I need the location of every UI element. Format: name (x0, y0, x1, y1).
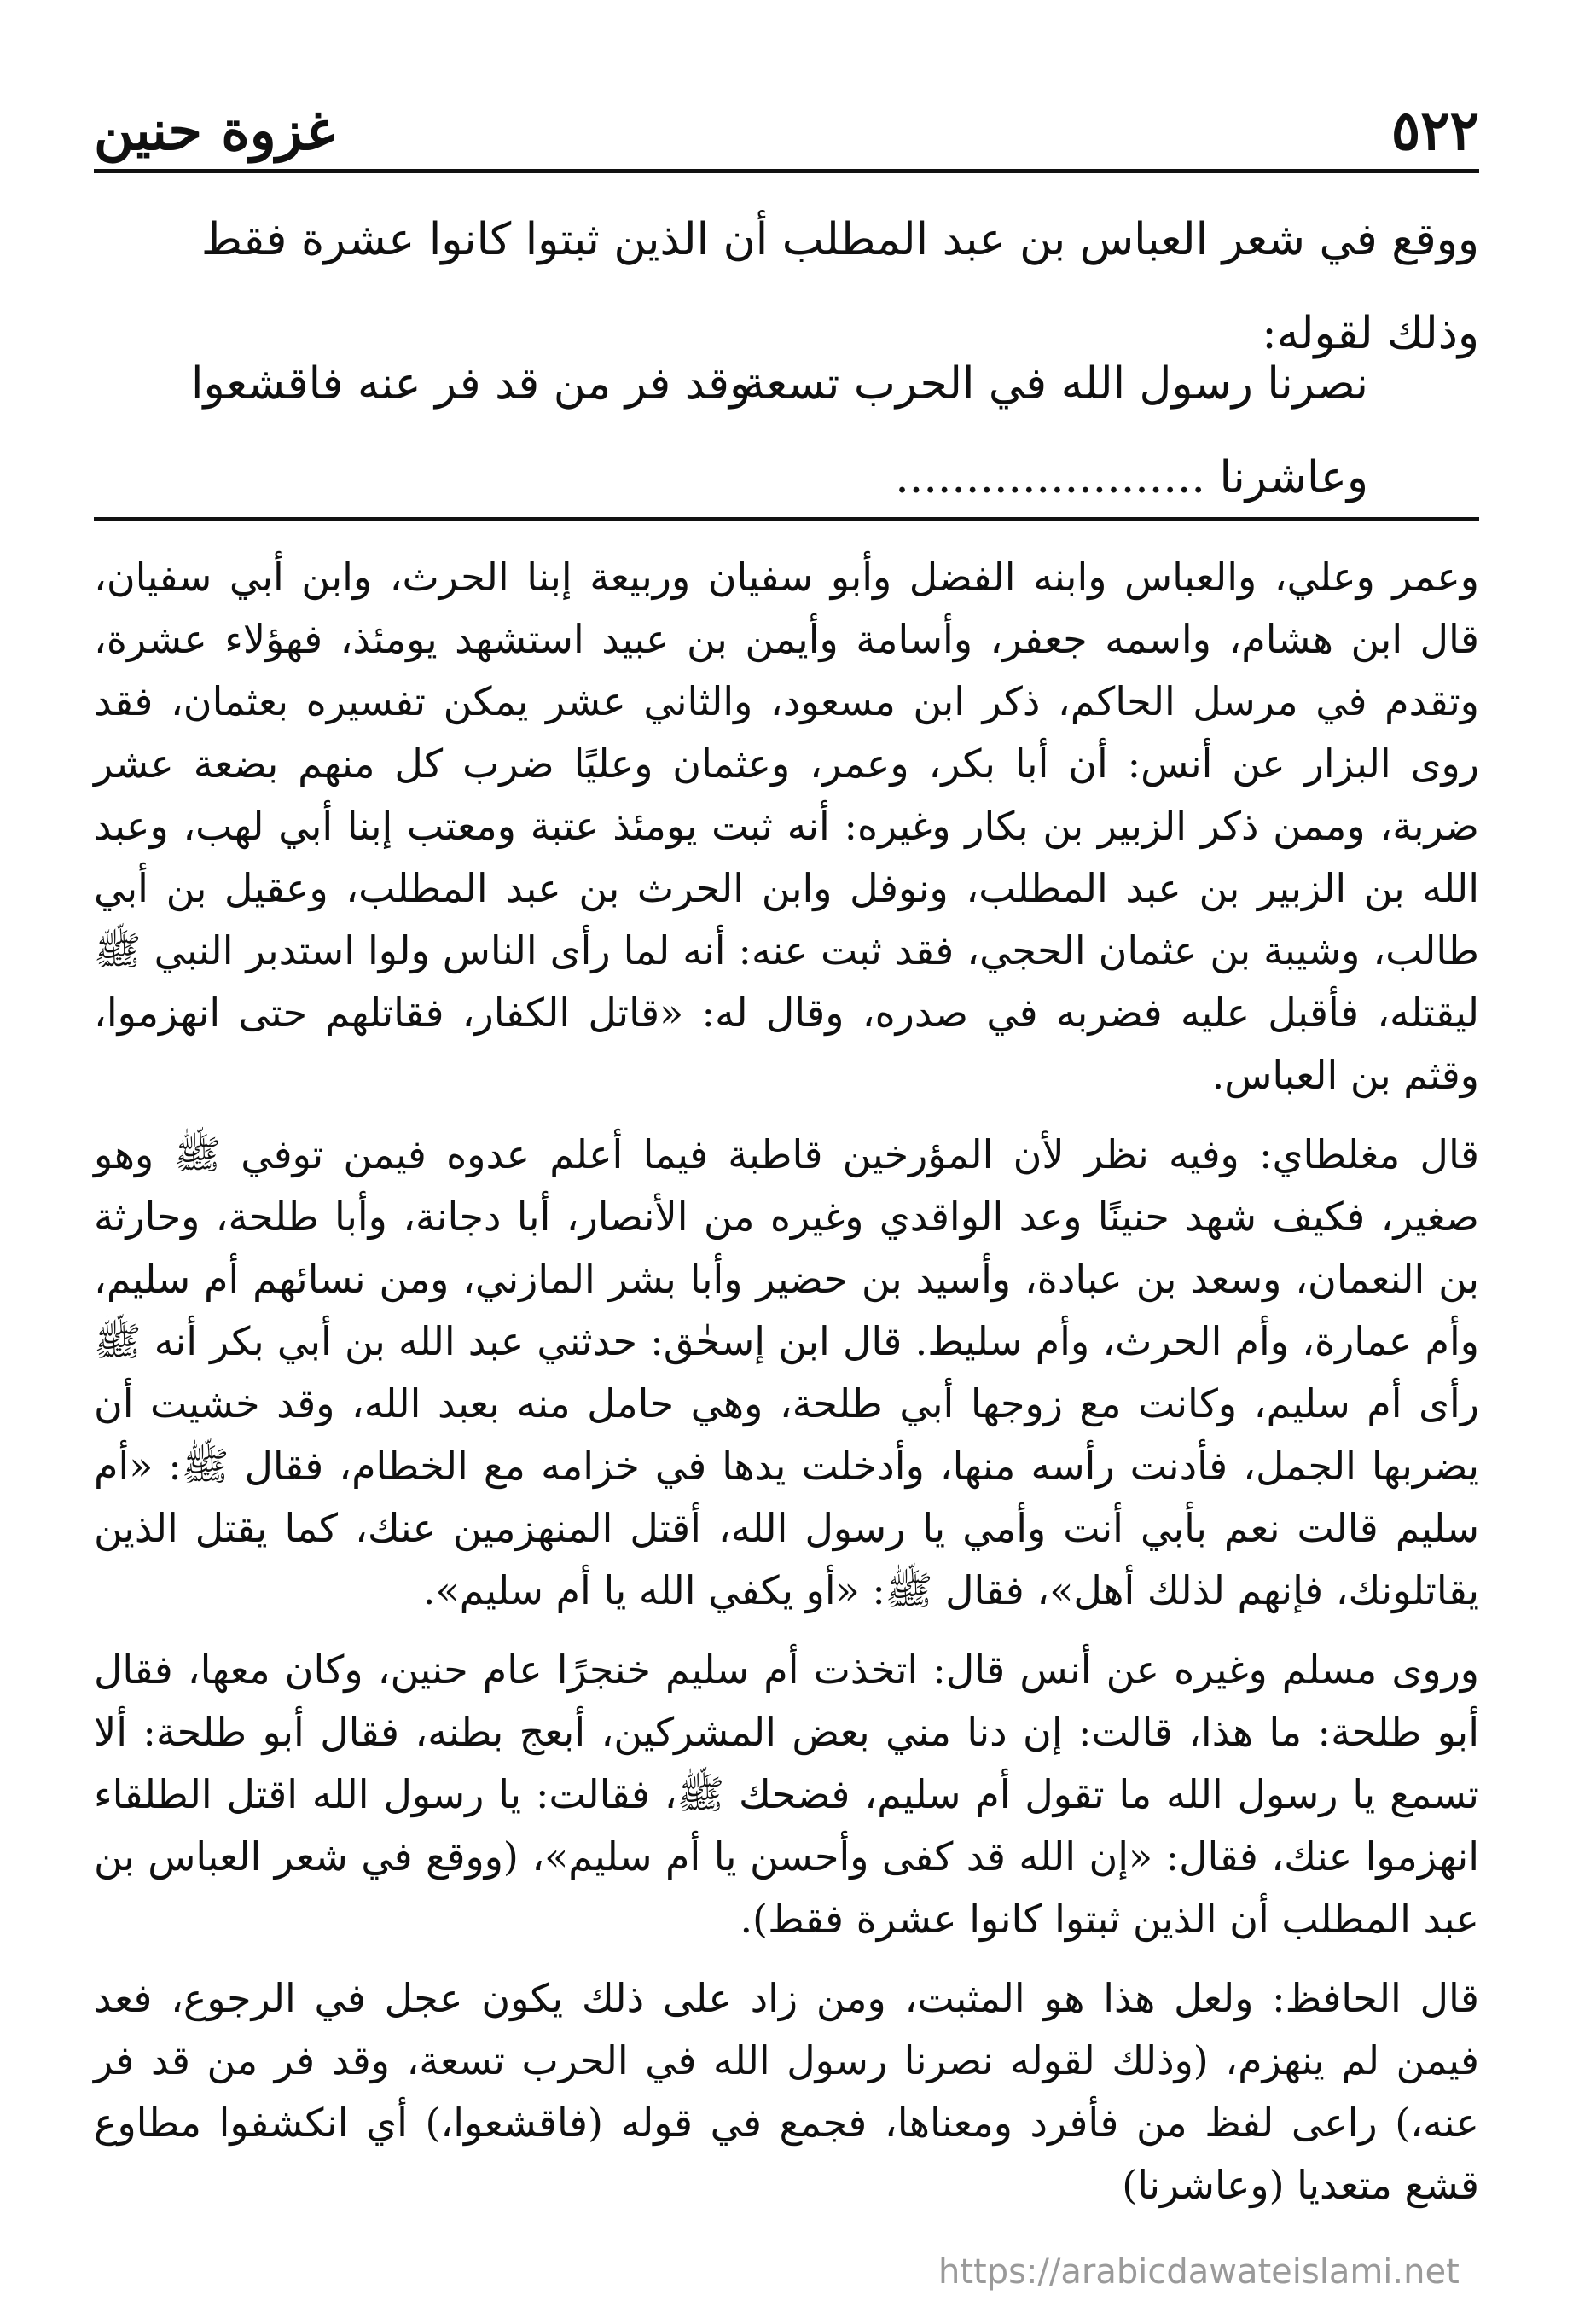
poem-line-2: وعاشرنا ...................... (895, 452, 1368, 503)
section-rule (94, 517, 1479, 521)
quote-line-2: وذلك لقوله: (1262, 308, 1479, 359)
matn-quote (94, 193, 1479, 381)
page-number: ٥٢٢ (1390, 99, 1479, 163)
paragraph: قال الحافظ: ولعل هذا هو المثبت، ومن زاد على ذلك يكون عجل في الرجوع، فعد فيمن لم ينهزم، (وذلك لقوله نصرنا رسول الله في الحرب تسعة، وقد فر من قد فر عنه،) راعى لفظ من فأفرد ومعناها، فجمع في قوله (فاقشعوا،) أي انكشفوا مطاوع قشع متعديا (وعاشرنا) (94, 1975, 1479, 2208)
poem-line-1 (191, 358, 1368, 435)
paragraph: وروى مسلم وغيره عن أنس قال: اتخذت أم سليم خنجرًا عام حنين، وكان معها، فقال أبو طلحة: ما هذا، قالت: إن دنا مني بعض المشركين، أبعج بطنه، فقال أبو طلحة: ألا تسمع يا رسول الله ما تقول أم سليم، فضحك ﷺ، فقالت: يا رسول الله اقتل الطلقاء انهزموا عنك، فقال: «إن الله قد كفى وأحسن يا أم سليم»، (ووقع في شعر العباس بن عبد المطلب أن الذين ثبتوا كانوا عشرة فقط). (94, 1647, 1479, 1942)
chapter-title: غزوة حنين (94, 99, 335, 163)
paragraph: قال مغلطاي: وفيه نظر لأن المؤرخين قاطبة فيما أعلم عدوه فيمن توفي ﷺ وهو صغير، فكيف شهد حنينًا وعد الواقدي وغيره من الأنصار، أبا دجانة، وأبا طلحة، وحارثة بن النعمان، وسعد بن عبادة، وأسيد بن حضير وأبا بشر المازني، ومن نسائهم أم سليم، وأم عمارة، وأم الحرث، وأم سليط. قال ابن إسحٰق: حدثني عبد الله بن أبي بكر أنه ﷺ رأى أم سليم، وكانت مع زوجها أبي طلحة، وهي حامل منه بعبد الله، وقد خشيت أن يضربها الجمل، فأدنت رأسه منها، وأدخلت يدها في خزامه مع الخطام، فقال ﷺ: «أم سليم قالت نعم بأبي أنت وأمي يا رسول الله، أقتل المنهزمين عنك، كما يقتل الذين يقاتلونك، فإنهم لذلك أهل»، فقال ﷺ: «أو يكفي الله يا أم سليم». (94, 1131, 1479, 1613)
poem-hemistich-second: وقد فر من قد فر عنه فاقشعوا (191, 358, 752, 410)
poem-hemistich-first: نصرنا رسول الله في الحرب تسعة (742, 358, 1368, 410)
quote-line-1: ووقع في شعر العباس بن عبد المطلب أن الذين ثبتوا كانوا عشرة فقط (200, 214, 1479, 265)
page-header (94, 92, 1479, 171)
commentary-body (94, 546, 1479, 2234)
header-rule (94, 169, 1479, 173)
paragraph: وعمر وعلي، والعباس وابنه الفضل وأبو سفيان وربيعة إبنا الحرث، وابن أبي سفيان، قال ابن هشام، واسمه جعفر، وأسامة وأيمن بن عبيد استشهد يومئذ، فهؤلاء عشرة، وتقدم في مرسل الحاكم، ذكر ابن مسعود، والثاني عشر يمكن تفسيره بعثمان، فقد روى البزار عن أنس: أن أبا بكر، وعمر، وعثمان وعليًا ضرب كل منهم بضعة عشر ضربة، وممن ذكر الزبير بن بكار وغيره: أنه ثبت يومئذ عتبة ومعتب إبنا أبي لهب، وعبد الله بن الزبير بن عبد المطلب، ونوفل وابن الحرث بن عبد المطلب، وعقيل بن أبي طالب، وشيبة بن عثمان الحجي، فقد ثبت عنه: أنه لما رأى الناس ولوا استدبر النبي ﷺ ليقتله، فأقبل عليه فضربه في صدره، وقال له: «قاتل الكفار، فقاتلهم حتى انهزموا، وقثم بن العباس. (94, 554, 1479, 1098)
watermark-url: https://arabicdawateislami.net (938, 2252, 1460, 2292)
